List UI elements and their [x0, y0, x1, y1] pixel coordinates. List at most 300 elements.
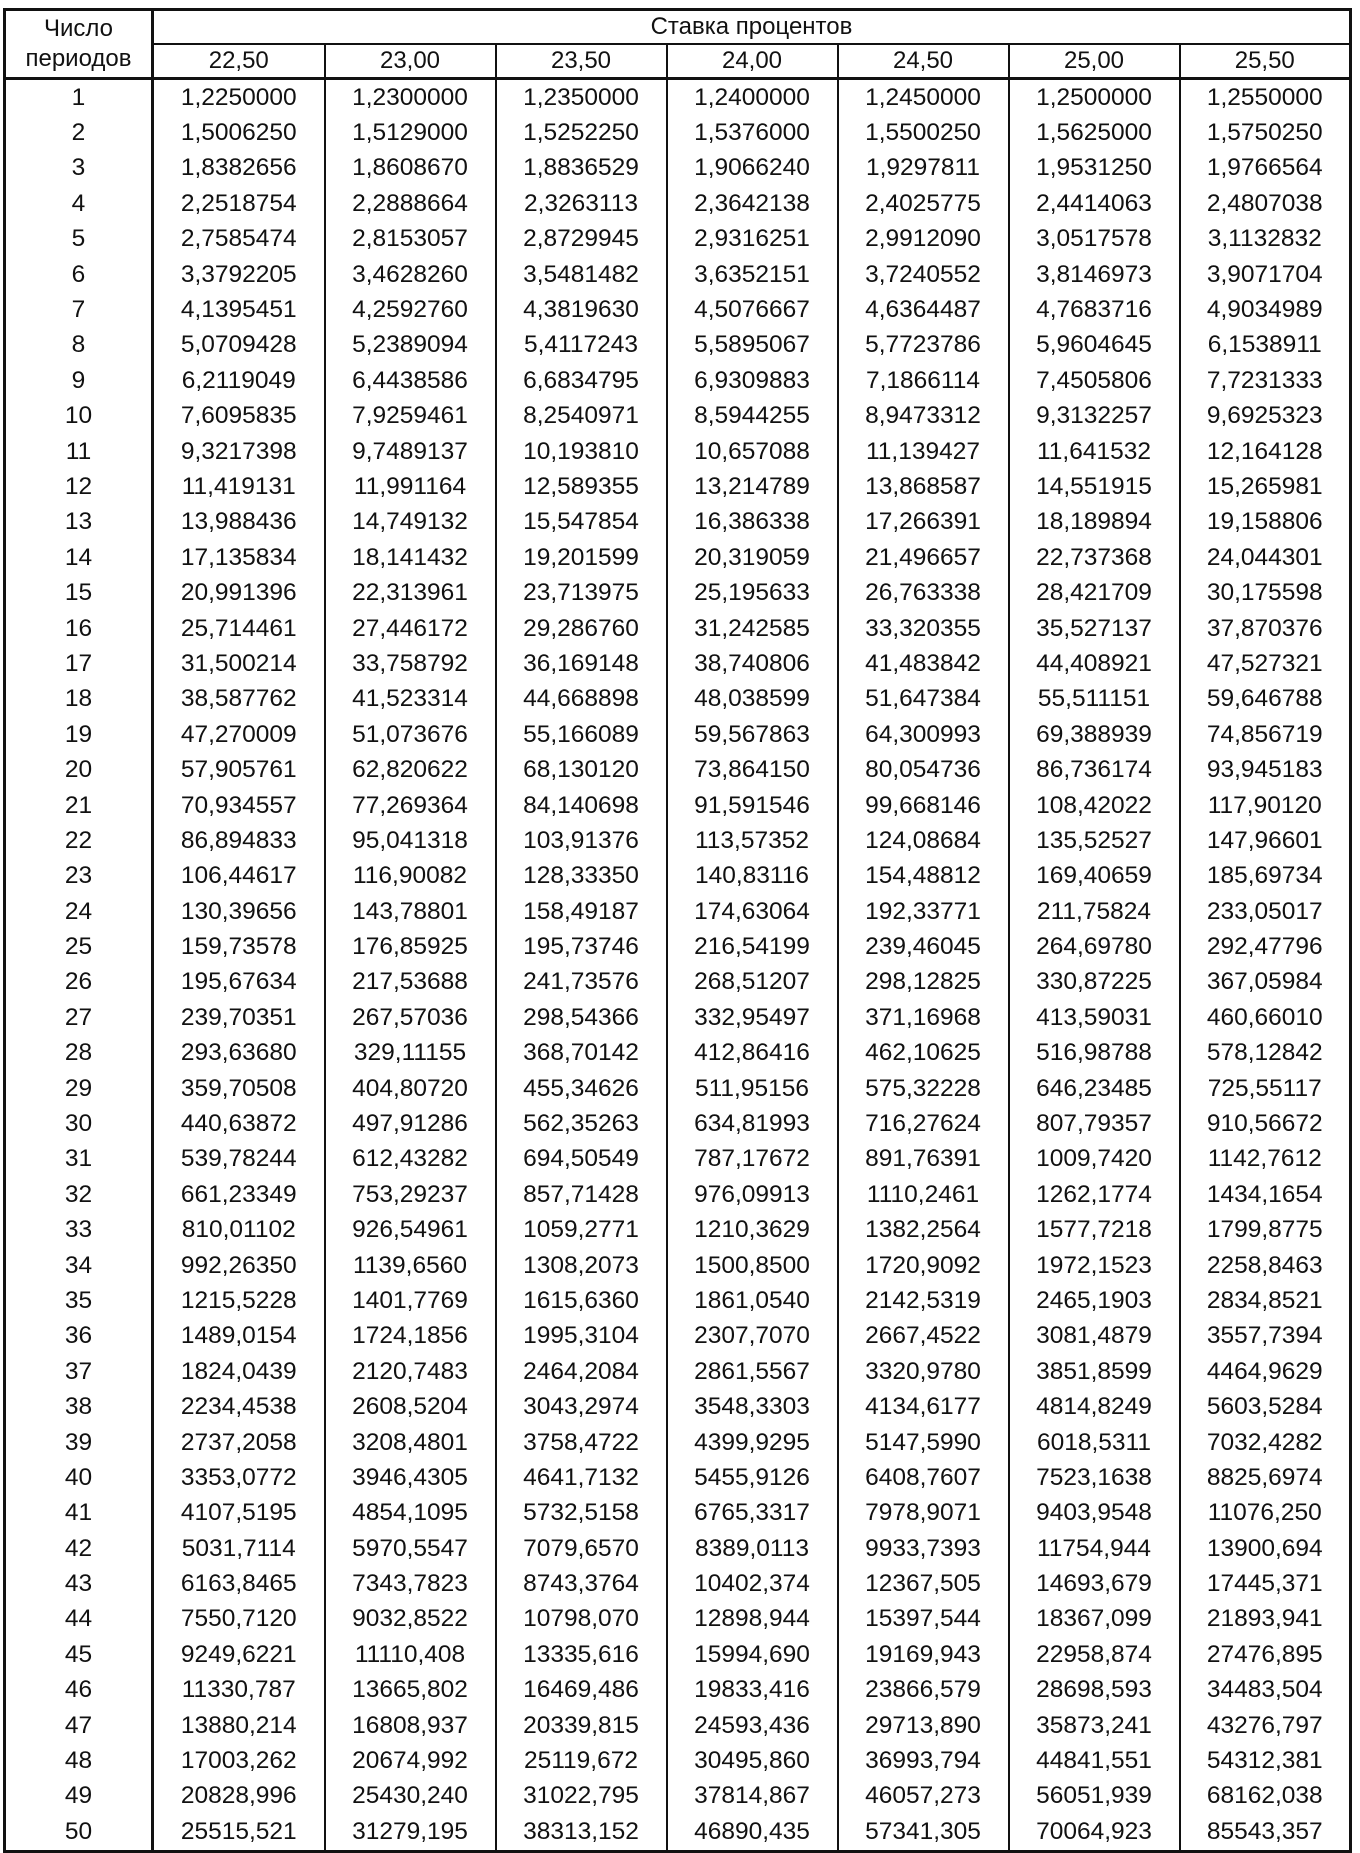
table-row	[5, 965, 1351, 1000]
factor-value-cell: 1,2250000	[153, 79, 325, 116]
factor-value-cell: 725,55117	[1180, 1071, 1351, 1106]
factor-value-cell: 332,95497	[667, 1000, 838, 1035]
factor-value-cell: 22,737368	[1009, 540, 1180, 575]
period-number-cell: 36	[5, 1319, 153, 1354]
factor-value-cell: 6,2119049	[153, 363, 325, 398]
table-row	[5, 717, 1351, 752]
factor-value-cell: 2667,4522	[838, 1319, 1009, 1354]
factor-value-cell: 1215,5228	[153, 1283, 325, 1318]
factor-value-cell: 1,2350000	[496, 79, 667, 116]
factor-value-cell: 130,39656	[153, 894, 325, 929]
factor-value-cell: 1,5376000	[667, 115, 838, 150]
factor-value-cell: 2,4807038	[1180, 186, 1351, 221]
factor-value-cell: 4399,9295	[667, 1425, 838, 1460]
factor-value-cell: 12898,944	[667, 1602, 838, 1637]
factor-value-cell: 7,4505806	[1009, 363, 1180, 398]
period-number-cell: 39	[5, 1425, 153, 1460]
factor-value-cell: 12367,505	[838, 1566, 1009, 1601]
factor-value-cell: 195,73746	[496, 929, 667, 964]
factor-value-cell: 5,5895067	[667, 328, 838, 363]
factor-value-cell: 176,85925	[325, 929, 496, 964]
factor-value-cell: 29,286760	[496, 611, 667, 646]
factor-value-cell: 3851,8599	[1009, 1354, 1180, 1389]
factor-value-cell: 13880,214	[153, 1708, 325, 1743]
table-row	[5, 1531, 1351, 1566]
table-row	[5, 257, 1351, 292]
factor-value-cell: 38,587762	[153, 682, 325, 717]
factor-value-cell: 48,038599	[667, 682, 838, 717]
factor-value-cell: 6,9309883	[667, 363, 838, 398]
factor-value-cell: 59,646788	[1180, 682, 1351, 717]
factor-value-cell: 612,43282	[325, 1142, 496, 1177]
factor-value-cell: 440,63872	[153, 1106, 325, 1141]
factor-value-cell: 14693,679	[1009, 1566, 1180, 1601]
rate-column-header: 23,50	[496, 44, 667, 79]
period-number-cell: 21	[5, 788, 153, 823]
factor-value-cell: 6,4438586	[325, 363, 496, 398]
factor-value-cell: 1,2500000	[1009, 79, 1180, 116]
factor-value-cell: 5603,5284	[1180, 1389, 1351, 1424]
table-row	[5, 1389, 1351, 1424]
factor-value-cell: 20828,996	[153, 1779, 325, 1814]
factor-value-cell: 9933,7393	[838, 1531, 1009, 1566]
table-row	[5, 151, 1351, 186]
factor-value-cell: 264,69780	[1009, 929, 1180, 964]
factor-value-cell: 4,7683716	[1009, 292, 1180, 327]
factor-value-cell: 7,7231333	[1180, 363, 1351, 398]
table-row	[5, 469, 1351, 504]
factor-value-cell: 359,70508	[153, 1071, 325, 1106]
factor-value-cell: 62,820622	[325, 752, 496, 787]
factor-value-cell: 80,054736	[838, 752, 1009, 787]
factor-value-cell: 1,5252250	[496, 115, 667, 150]
factor-value-cell: 5,9604645	[1009, 328, 1180, 363]
factor-value-cell: 9249,6221	[153, 1637, 325, 1672]
factor-value-cell: 1577,7218	[1009, 1213, 1180, 1248]
table-row	[5, 611, 1351, 646]
factor-value-cell: 59,567863	[667, 717, 838, 752]
factor-value-cell: 1,2550000	[1180, 79, 1351, 116]
period-number-cell: 9	[5, 363, 153, 398]
factor-value-cell: 192,33771	[838, 894, 1009, 929]
factor-value-cell: 4641,7132	[496, 1460, 667, 1495]
table-row	[5, 363, 1351, 398]
factor-value-cell: 5147,5990	[838, 1425, 1009, 1460]
table-row	[5, 1071, 1351, 1106]
factor-value-cell: 12,164128	[1180, 434, 1351, 469]
factor-value-cell: 2834,8521	[1180, 1283, 1351, 1318]
factor-value-cell: 28698,593	[1009, 1673, 1180, 1708]
factor-value-cell: 9,6925323	[1180, 399, 1351, 434]
factor-value-cell: 455,34626	[496, 1071, 667, 1106]
factor-value-cell: 70,934557	[153, 788, 325, 823]
factor-value-cell: 1824,0439	[153, 1354, 325, 1389]
factor-value-cell: 1,5625000	[1009, 115, 1180, 150]
factor-value-cell: 2737,2058	[153, 1425, 325, 1460]
factor-value-cell: 2,7585474	[153, 222, 325, 257]
period-number-cell: 8	[5, 328, 153, 363]
factor-value-cell: 158,49187	[496, 894, 667, 929]
table-row	[5, 646, 1351, 681]
factor-value-cell: 8825,6974	[1180, 1460, 1351, 1495]
factor-value-cell: 51,073676	[325, 717, 496, 752]
factor-value-cell: 3,3792205	[153, 257, 325, 292]
factor-value-cell: 2,9912090	[838, 222, 1009, 257]
factor-value-cell: 35,527137	[1009, 611, 1180, 646]
factor-value-cell: 11,419131	[153, 469, 325, 504]
factor-value-cell: 31279,195	[325, 1814, 496, 1851]
factor-value-cell: 1720,9092	[838, 1248, 1009, 1283]
period-number-cell: 32	[5, 1177, 153, 1212]
factor-value-cell: 9403,9548	[1009, 1496, 1180, 1531]
period-number-cell: 40	[5, 1460, 153, 1495]
factor-value-cell: 3,1132832	[1180, 222, 1351, 257]
factor-value-cell: 51,647384	[838, 682, 1009, 717]
factor-value-cell: 497,91286	[325, 1106, 496, 1141]
factor-value-cell: 1139,6560	[325, 1248, 496, 1283]
period-number-cell: 2	[5, 115, 153, 150]
factor-value-cell: 329,11155	[325, 1036, 496, 1071]
table-row	[5, 1354, 1351, 1389]
period-number-cell: 33	[5, 1213, 153, 1248]
period-number-cell: 17	[5, 646, 153, 681]
factor-value-cell: 1,5129000	[325, 115, 496, 150]
factor-value-cell: 233,05017	[1180, 894, 1351, 929]
table-row	[5, 929, 1351, 964]
factor-value-cell: 1,5500250	[838, 115, 1009, 150]
factor-value-cell: 37814,867	[667, 1779, 838, 1814]
factor-value-cell: 19,201599	[496, 540, 667, 575]
factor-value-cell: 3,4628260	[325, 257, 496, 292]
factor-value-cell: 1,2450000	[838, 79, 1009, 116]
table-row	[5, 788, 1351, 823]
factor-value-cell: 3,7240552	[838, 257, 1009, 292]
factor-value-cell: 217,53688	[325, 965, 496, 1000]
factor-value-cell: 7079,6570	[496, 1531, 667, 1566]
factor-value-cell: 292,47796	[1180, 929, 1351, 964]
factor-value-cell: 11076,250	[1180, 1496, 1351, 1531]
factor-value-cell: 460,66010	[1180, 1000, 1351, 1035]
rate-column-header: 22,50	[153, 44, 325, 79]
period-number-cell: 20	[5, 752, 153, 787]
factor-value-cell: 13665,802	[325, 1673, 496, 1708]
factor-value-cell: 216,54199	[667, 929, 838, 964]
factor-value-cell: 22958,874	[1009, 1637, 1180, 1672]
factor-value-cell: 239,46045	[838, 929, 1009, 964]
period-number-cell: 16	[5, 611, 153, 646]
factor-value-cell: 99,668146	[838, 788, 1009, 823]
factor-value-cell: 10,193810	[496, 434, 667, 469]
factor-value-cell: 4,6364487	[838, 292, 1009, 327]
factor-value-cell: 113,57352	[667, 823, 838, 858]
factor-value-cell: 1861,0540	[667, 1283, 838, 1318]
factor-value-cell: 298,12825	[838, 965, 1009, 1000]
period-number-cell: 6	[5, 257, 153, 292]
factor-value-cell: 12,589355	[496, 469, 667, 504]
table-row	[5, 1637, 1351, 1672]
factor-value-cell: 37,870376	[1180, 611, 1351, 646]
factor-value-cell: 93,945183	[1180, 752, 1351, 787]
factor-value-cell: 27476,895	[1180, 1637, 1351, 1672]
factor-value-cell: 116,90082	[325, 859, 496, 894]
factor-value-cell: 2,3263113	[496, 186, 667, 221]
period-number-cell: 44	[5, 1602, 153, 1637]
period-number-cell: 15	[5, 575, 153, 610]
factor-value-cell: 1724,1856	[325, 1319, 496, 1354]
table-row	[5, 1319, 1351, 1354]
period-number-cell: 41	[5, 1496, 153, 1531]
factor-value-cell: 11,139427	[838, 434, 1009, 469]
factor-value-cell: 31,500214	[153, 646, 325, 681]
table-row	[5, 1213, 1351, 1248]
table-row	[5, 222, 1351, 257]
factor-value-cell: 6,6834795	[496, 363, 667, 398]
factor-value-cell: 1995,3104	[496, 1319, 667, 1354]
table-row	[5, 1000, 1351, 1035]
factor-value-cell: 54312,381	[1180, 1743, 1351, 1778]
factor-value-cell: 11,641532	[1009, 434, 1180, 469]
period-number-cell: 5	[5, 222, 153, 257]
factor-value-cell: 20339,815	[496, 1708, 667, 1743]
factor-value-cell: 1142,7612	[1180, 1142, 1351, 1177]
factor-value-cell: 5970,5547	[325, 1531, 496, 1566]
factor-value-cell: 27,446172	[325, 611, 496, 646]
factor-value-cell: 2464,2084	[496, 1354, 667, 1389]
factor-value-cell: 857,71428	[496, 1177, 667, 1212]
factor-value-cell: 106,44617	[153, 859, 325, 894]
factor-value-cell: 86,894833	[153, 823, 325, 858]
factor-value-cell: 3,6352151	[667, 257, 838, 292]
factor-value-cell: 22,313961	[325, 575, 496, 610]
factor-value-cell: 239,70351	[153, 1000, 325, 1035]
factor-value-cell: 7343,7823	[325, 1566, 496, 1601]
factor-value-cell: 25119,672	[496, 1743, 667, 1778]
factor-value-cell: 516,98788	[1009, 1036, 1180, 1071]
factor-value-cell: 21,496657	[838, 540, 1009, 575]
factor-value-cell: 413,59031	[1009, 1000, 1180, 1035]
factor-value-cell: 159,73578	[153, 929, 325, 964]
factor-value-cell: 1308,2073	[496, 1248, 667, 1283]
factor-value-cell: 23866,579	[838, 1673, 1009, 1708]
factor-value-cell: 9032,8522	[325, 1602, 496, 1637]
period-number-cell: 7	[5, 292, 153, 327]
factor-value-cell: 4814,8249	[1009, 1389, 1180, 1424]
table-row	[5, 1177, 1351, 1212]
factor-value-cell: 36993,794	[838, 1743, 1009, 1778]
factor-value-cell: 14,749132	[325, 505, 496, 540]
factor-value-cell: 21893,941	[1180, 1602, 1351, 1637]
rate-column-header: 23,00	[325, 44, 496, 79]
factor-value-cell: 8,2540971	[496, 399, 667, 434]
factor-value-cell: 1,5750250	[1180, 115, 1351, 150]
factor-value-cell: 47,527321	[1180, 646, 1351, 681]
factor-value-cell: 15397,544	[838, 1602, 1009, 1637]
factor-value-cell: 9,3217398	[153, 434, 325, 469]
period-number-cell: 1	[5, 79, 153, 116]
table-row	[5, 1814, 1351, 1851]
factor-value-cell: 6163,8465	[153, 1566, 325, 1601]
factor-value-cell: 1972,1523	[1009, 1248, 1180, 1283]
factor-value-cell: 86,736174	[1009, 752, 1180, 787]
factor-value-cell: 2,9316251	[667, 222, 838, 257]
factor-value-cell: 117,90120	[1180, 788, 1351, 823]
factor-value-cell: 11,991164	[325, 469, 496, 504]
factor-value-cell: 5732,5158	[496, 1496, 667, 1531]
factor-value-cell: 55,166089	[496, 717, 667, 752]
table-row	[5, 1673, 1351, 1708]
factor-value-cell: 17,135834	[153, 540, 325, 575]
table-row	[5, 1743, 1351, 1778]
factor-value-cell: 25,195633	[667, 575, 838, 610]
factor-value-cell: 68162,038	[1180, 1779, 1351, 1814]
factor-value-cell: 3946,4305	[325, 1460, 496, 1495]
factor-value-cell: 462,10625	[838, 1036, 1009, 1071]
period-number-cell: 24	[5, 894, 153, 929]
factor-value-cell: 404,80720	[325, 1071, 496, 1106]
period-number-cell: 22	[5, 823, 153, 858]
factor-value-cell: 7550,7120	[153, 1602, 325, 1637]
period-number-cell: 30	[5, 1106, 153, 1141]
period-number-cell: 12	[5, 469, 153, 504]
period-number-cell: 35	[5, 1283, 153, 1318]
factor-value-cell: 511,95156	[667, 1071, 838, 1106]
factor-value-cell: 135,52527	[1009, 823, 1180, 858]
factor-value-cell: 73,864150	[667, 752, 838, 787]
period-number-cell: 25	[5, 929, 153, 964]
factor-value-cell: 154,48812	[838, 859, 1009, 894]
factor-value-cell: 185,69734	[1180, 859, 1351, 894]
factor-value-cell: 174,63064	[667, 894, 838, 929]
factor-value-cell: 2,2888664	[325, 186, 496, 221]
factor-value-cell: 69,388939	[1009, 717, 1180, 752]
factor-value-cell: 992,26350	[153, 1248, 325, 1283]
factor-value-cell: 18,141432	[325, 540, 496, 575]
period-number-cell: 28	[5, 1036, 153, 1071]
factor-value-cell: 1,2300000	[325, 79, 496, 116]
factor-value-cell: 412,86416	[667, 1036, 838, 1071]
rate-values-row	[5, 44, 1351, 79]
factor-value-cell: 3557,7394	[1180, 1319, 1351, 1354]
factor-value-cell: 368,70142	[496, 1036, 667, 1071]
factor-value-cell: 33,320355	[838, 611, 1009, 646]
factor-value-cell: 4,3819630	[496, 292, 667, 327]
factor-value-cell: 2861,5567	[667, 1354, 838, 1389]
compound-interest-table	[3, 8, 1352, 1853]
factor-value-cell: 64,300993	[838, 717, 1009, 752]
factor-value-cell: 13900,694	[1180, 1531, 1351, 1566]
factor-value-cell: 1210,3629	[667, 1213, 838, 1248]
rate-header: Ставка процентов	[153, 10, 1351, 45]
factor-value-cell: 41,483842	[838, 646, 1009, 681]
table-row	[5, 1283, 1351, 1318]
factor-value-cell: 8743,3764	[496, 1566, 667, 1601]
factor-value-cell: 44841,551	[1009, 1743, 1180, 1778]
factor-value-cell: 15,265981	[1180, 469, 1351, 504]
factor-value-cell: 17445,371	[1180, 1566, 1351, 1601]
period-number-cell: 26	[5, 965, 153, 1000]
table-row	[5, 328, 1351, 363]
period-number-cell: 50	[5, 1814, 153, 1851]
factor-value-cell: 8,9473312	[838, 399, 1009, 434]
factor-value-cell: 2142,5319	[838, 1283, 1009, 1318]
factor-value-cell: 38313,152	[496, 1814, 667, 1851]
factor-value-cell: 95,041318	[325, 823, 496, 858]
period-number-cell: 46	[5, 1673, 153, 1708]
table-row	[5, 1602, 1351, 1637]
factor-value-cell: 103,91376	[496, 823, 667, 858]
factor-value-cell: 1,8836529	[496, 151, 667, 186]
period-number-cell: 3	[5, 151, 153, 186]
factor-value-cell: 810,01102	[153, 1213, 325, 1248]
rate-column-header: 24,00	[667, 44, 838, 79]
factor-value-cell: 17003,262	[153, 1743, 325, 1778]
factor-value-cell: 807,79357	[1009, 1106, 1180, 1141]
rate-column-header: 24,50	[838, 44, 1009, 79]
period-number-cell: 48	[5, 1743, 153, 1778]
factor-value-cell: 28,421709	[1009, 575, 1180, 610]
period-number-cell: 29	[5, 1071, 153, 1106]
rate-column-header: 25,50	[1180, 44, 1351, 79]
factor-value-cell: 23,713975	[496, 575, 667, 610]
factor-value-cell: 4,5076667	[667, 292, 838, 327]
period-number-cell: 49	[5, 1779, 153, 1814]
factor-value-cell: 371,16968	[838, 1000, 1009, 1035]
period-number-cell: 19	[5, 717, 153, 752]
factor-value-cell: 30495,860	[667, 1743, 838, 1778]
factor-value-cell: 169,40659	[1009, 859, 1180, 894]
factor-value-cell: 9,3132257	[1009, 399, 1180, 434]
factor-value-cell: 3,8146973	[1009, 257, 1180, 292]
factor-value-cell: 7,1866114	[838, 363, 1009, 398]
factor-value-cell: 2,4414063	[1009, 186, 1180, 221]
factor-value-cell: 1382,2564	[838, 1213, 1009, 1248]
factor-value-cell: 25430,240	[325, 1779, 496, 1814]
factor-value-cell: 298,54366	[496, 1000, 667, 1035]
factor-value-cell: 7523,1638	[1009, 1460, 1180, 1495]
table-row	[5, 79, 1351, 116]
factor-value-cell: 3,5481482	[496, 257, 667, 292]
factor-value-cell: 3208,4801	[325, 1425, 496, 1460]
factor-value-cell: 634,81993	[667, 1106, 838, 1141]
factor-value-cell: 10798,070	[496, 1602, 667, 1637]
factor-value-cell: 7,6095835	[153, 399, 325, 434]
factor-value-cell: 539,78244	[153, 1142, 325, 1177]
factor-value-cell: 4,2592760	[325, 292, 496, 327]
factor-value-cell: 1059,2771	[496, 1213, 667, 1248]
period-number-cell: 27	[5, 1000, 153, 1035]
period-number-cell: 11	[5, 434, 153, 469]
table-row	[5, 399, 1351, 434]
factor-value-cell: 646,23485	[1009, 1071, 1180, 1106]
factor-value-cell: 753,29237	[325, 1177, 496, 1212]
factor-value-cell: 4,9034989	[1180, 292, 1351, 327]
periods-header	[5, 10, 153, 79]
period-number-cell: 13	[5, 505, 153, 540]
factor-value-cell: 2234,4538	[153, 1389, 325, 1424]
period-number-cell: 38	[5, 1389, 153, 1424]
factor-value-cell: 84,140698	[496, 788, 667, 823]
factor-value-cell: 367,05984	[1180, 965, 1351, 1000]
table-row	[5, 434, 1351, 469]
factor-value-cell: 4,1395451	[153, 292, 325, 327]
factor-value-cell: 1,9531250	[1009, 151, 1180, 186]
factor-value-cell: 44,668898	[496, 682, 667, 717]
factor-value-cell: 46890,435	[667, 1814, 838, 1851]
period-number-cell: 31	[5, 1142, 153, 1177]
table-row	[5, 1779, 1351, 1814]
factor-value-cell: 3320,9780	[838, 1354, 1009, 1389]
factor-value-cell: 14,551915	[1009, 469, 1180, 504]
